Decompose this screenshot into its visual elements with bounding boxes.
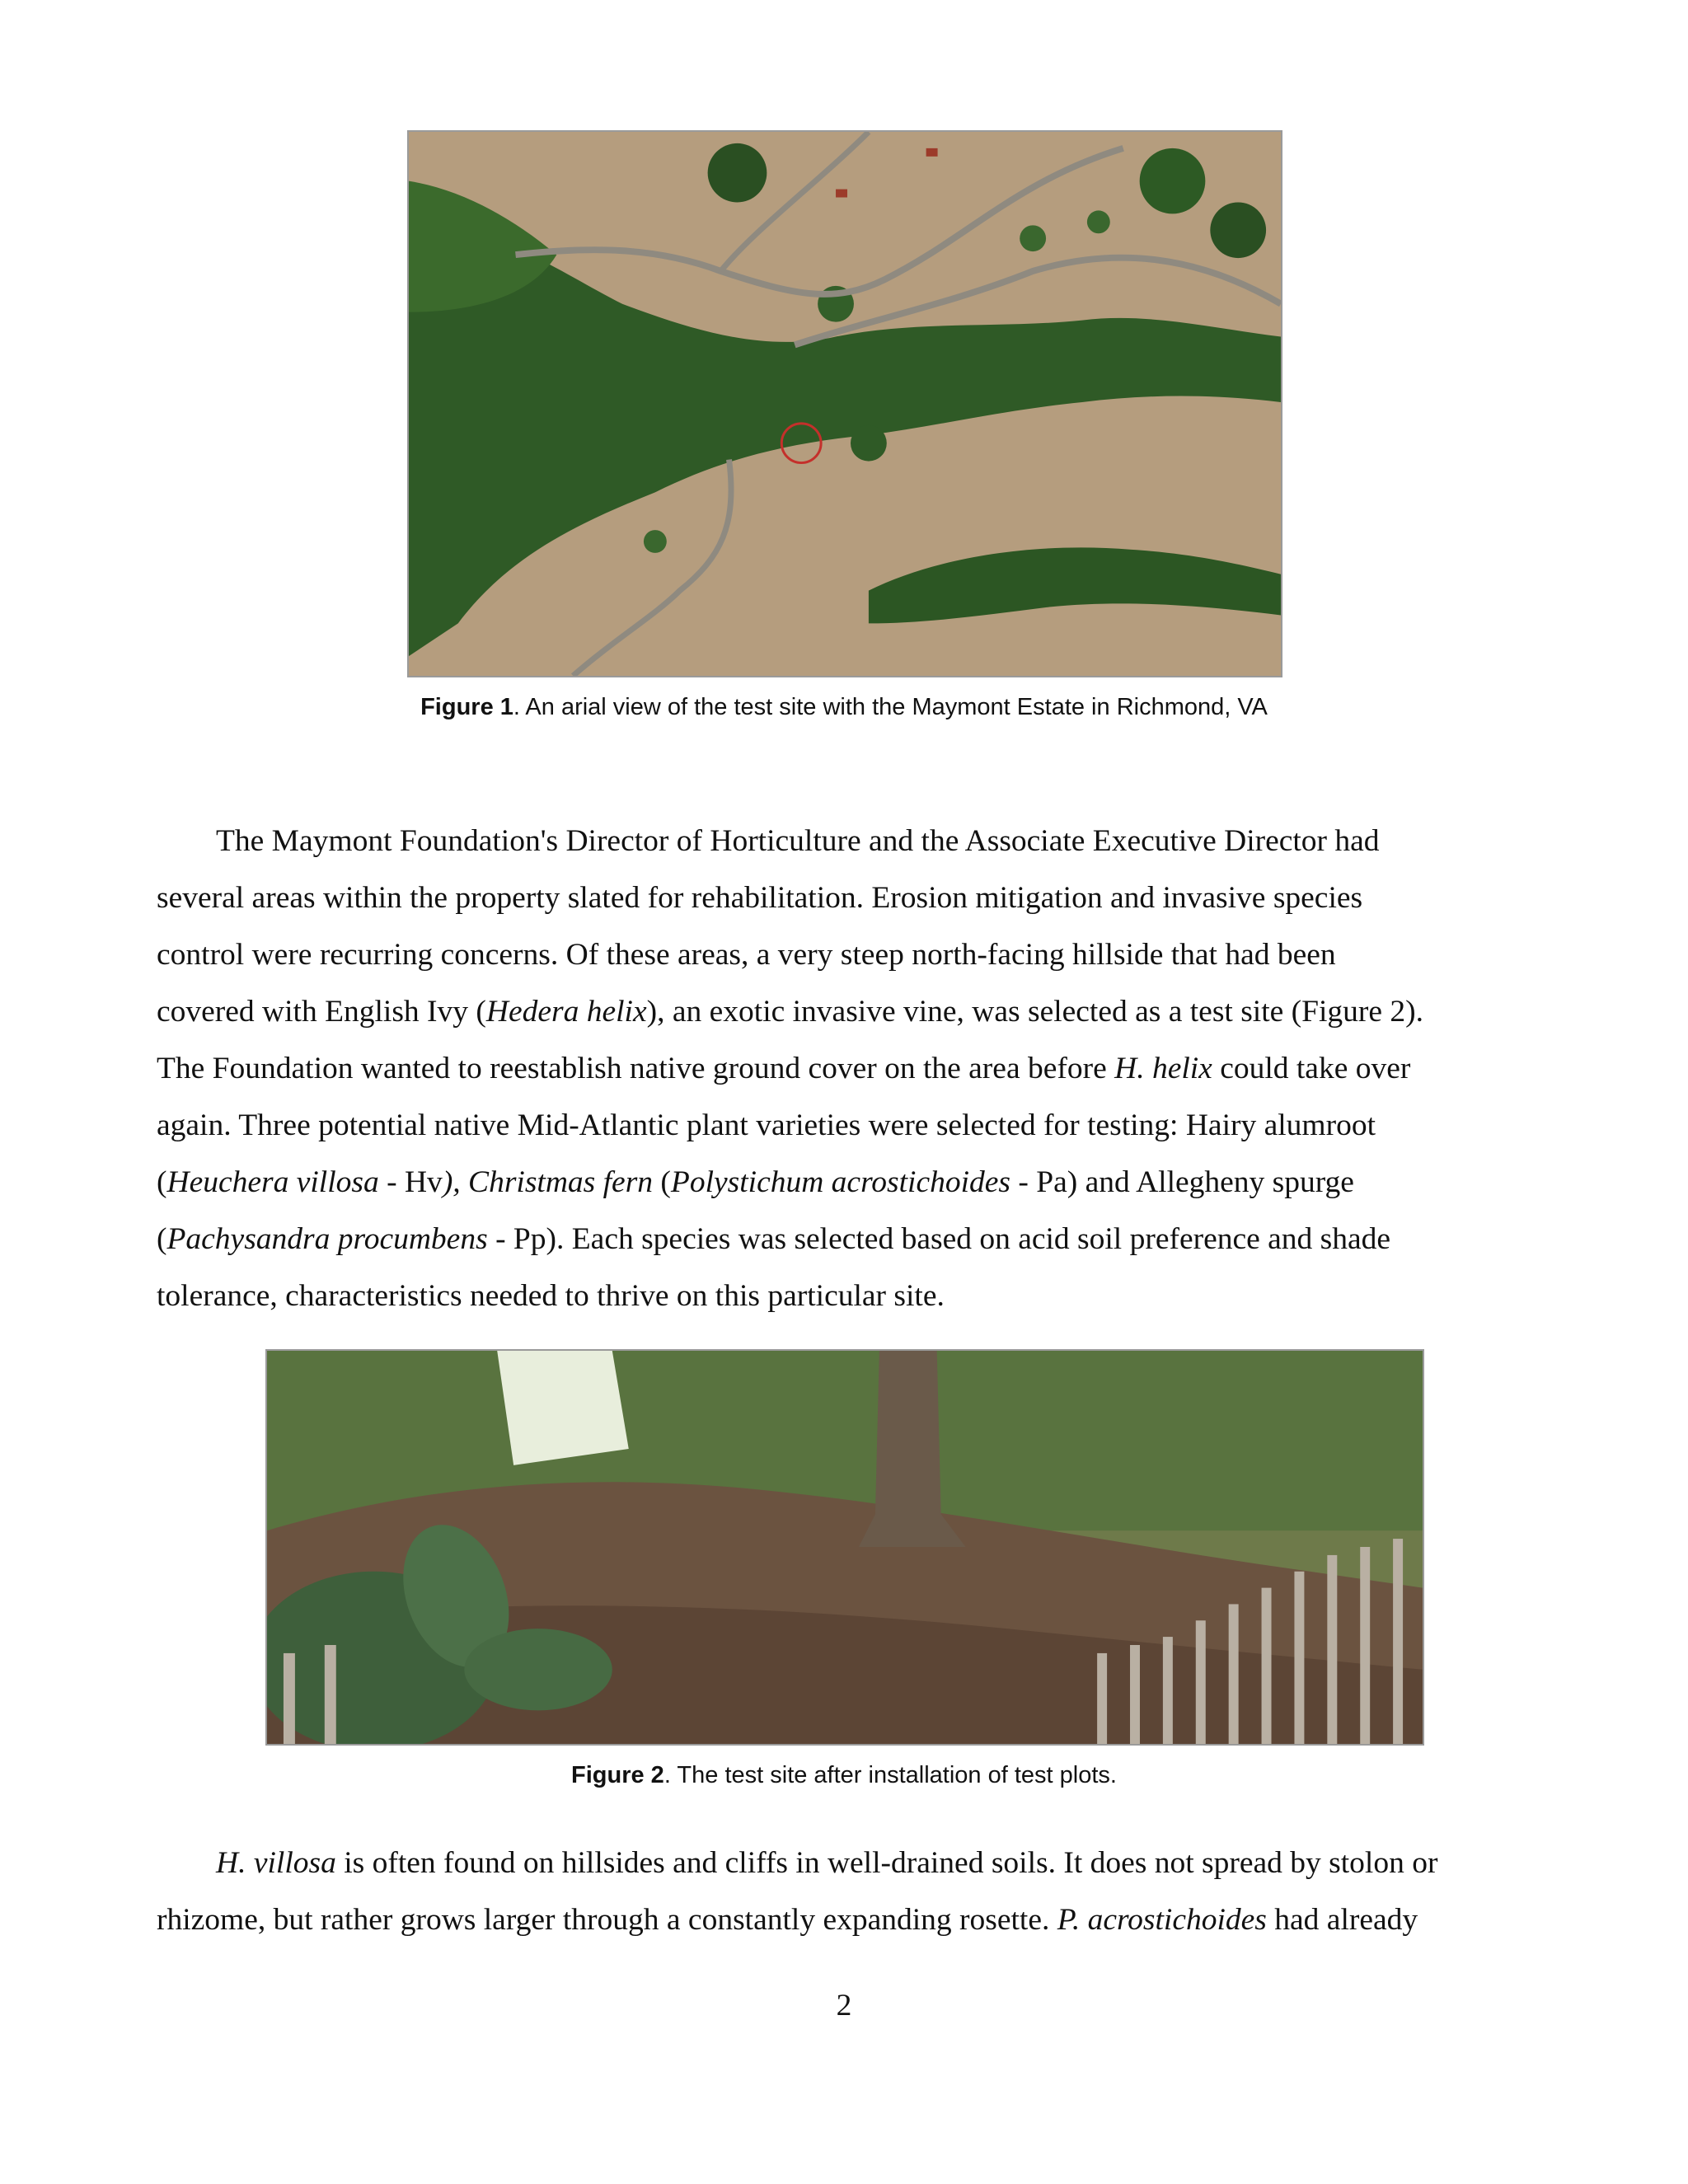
text-line [157, 1891, 1541, 1948]
figure-1-caption-text: . An arial view of the test site with the Maymont Estate in Richmond, VA [513, 694, 1268, 720]
text-line [157, 1211, 1541, 1268]
italic-text: Hedera helix [485, 995, 647, 1029]
text-run: The Foundation wanted to reestablish native ground cover on the area before [157, 1052, 1115, 1085]
figure-2-test-site-image [265, 1349, 1424, 1746]
text-run: again. Three potential native Mid-Atlantic plant varieties were selected for testing: Hairy alumroot [157, 1108, 1376, 1142]
figure-1-aerial-image [407, 130, 1282, 677]
text-run: - Pp). Each species was selected based on acid soil preference and shade [487, 1222, 1391, 1256]
figure-2-caption-text: . The test site after installation of test plots. [663, 1762, 1117, 1788]
text-line [157, 869, 1541, 926]
text-run: tolerance, characteristics needed to thrive on this particular site. [157, 1279, 945, 1313]
text-line [157, 1040, 1541, 1097]
text-run: is often found on hillsides and cliffs in well-drained soils. It does not spread by stolon or [335, 1846, 1438, 1880]
figure-1-caption-label: Figure 1 [420, 694, 513, 720]
paragraph-1 [157, 813, 1541, 1324]
italic-text: Polystichum acrostichoides [670, 1165, 1011, 1199]
text-run: - Hv [378, 1165, 443, 1199]
text-line [157, 1268, 1541, 1324]
text-run: had already [1266, 1903, 1418, 1937]
text-line [157, 813, 1541, 869]
text-run: could take over [1212, 1052, 1411, 1085]
text-run: rhizome, but rather grows larger through a constantly expanding rosette. [157, 1903, 1057, 1937]
italic-text: H. villosa [216, 1846, 336, 1880]
italic-text: Heuchera villosa [166, 1165, 379, 1199]
text-run: covered with English Ivy ( [157, 995, 486, 1029]
italic-text: ), Christmas fern [442, 1165, 654, 1199]
text-run: ), an exotic invasive vine, was selected as a test site (Figure 2). [646, 995, 1424, 1029]
paragraph-2 [157, 1835, 1541, 1948]
figure-2-caption [0, 1760, 1688, 1790]
text-run: ( [157, 1165, 167, 1199]
text-run: ( [157, 1222, 167, 1256]
text-line [157, 983, 1541, 1040]
text-run: - Pa) and Allegheny spurge [1010, 1165, 1354, 1199]
text-run: ( [653, 1165, 671, 1199]
text-run: The Maymont Foundation's Director of Horticulture and the Associate Executive Director had [216, 824, 1380, 858]
text-line [157, 1835, 1541, 1891]
text-line [157, 1097, 1541, 1154]
figure-1-caption [0, 692, 1688, 722]
italic-text: Pachysandra procumbens [166, 1222, 488, 1256]
page-number: 2 [836, 1989, 852, 2022]
text-line [157, 926, 1541, 983]
text-run: control were recurring concerns. Of these areas, a very steep north-facing hillside that had been [157, 938, 1336, 972]
text-run: several areas within the property slated for rehabilitation. Erosion mitigation and invasive species [157, 881, 1363, 915]
italic-text: H. helix [1114, 1052, 1212, 1085]
text-line [157, 1154, 1541, 1211]
figure-2-caption-label: Figure 2 [571, 1762, 664, 1788]
italic-text: P. acrostichoides [1057, 1903, 1267, 1937]
